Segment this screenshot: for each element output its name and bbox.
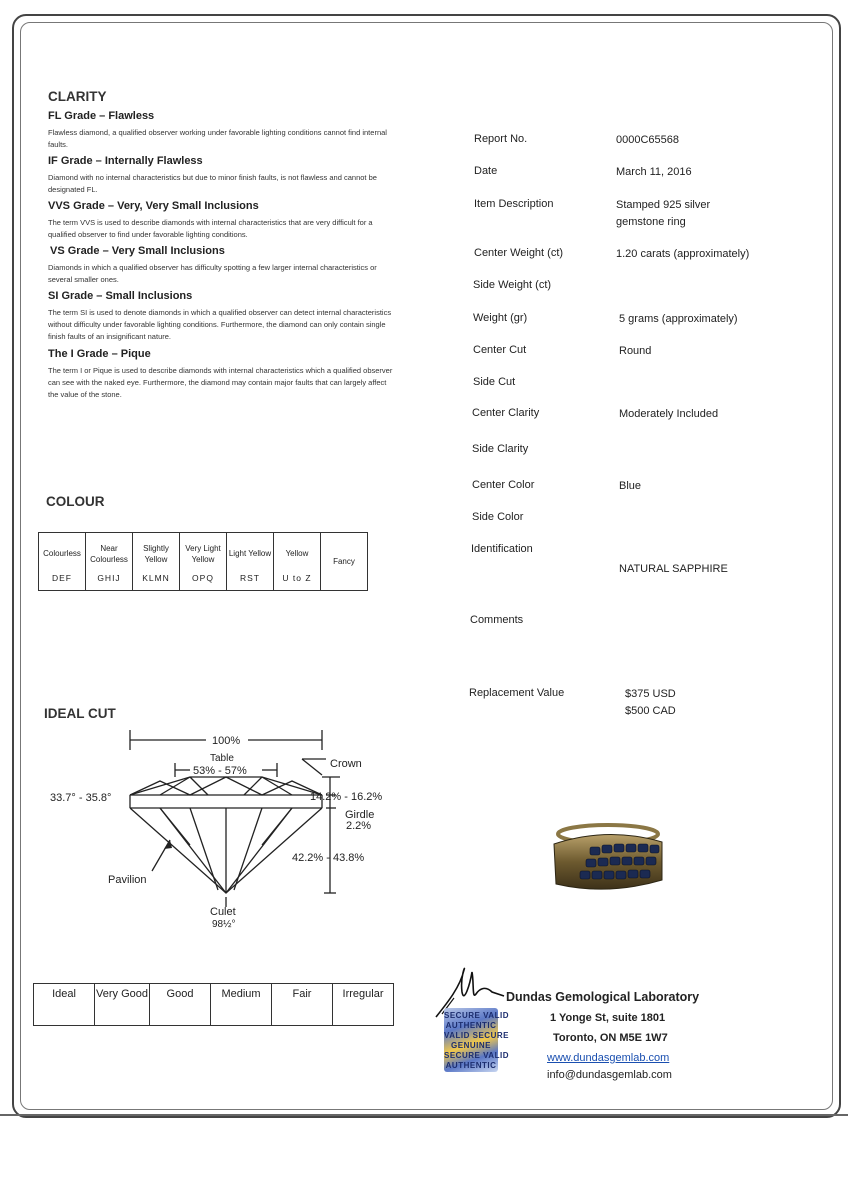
colour-cell-label: Light Yellow bbox=[228, 549, 272, 558]
colour-cell-label: Yellow bbox=[285, 549, 309, 558]
clarity-title: CLARITY bbox=[48, 89, 107, 104]
colour-cell-grades: DEF bbox=[52, 572, 72, 583]
hologram-text: AUTHENTIC bbox=[445, 1061, 497, 1070]
girdle-word: Girdle bbox=[345, 809, 375, 821]
report-label: Replacement Value bbox=[469, 687, 565, 699]
ring-photo bbox=[550, 822, 668, 898]
lab-website-link[interactable]: www.dundasgemlab.com bbox=[547, 1052, 670, 1064]
lab-email[interactable]: info@dundasgemlab.com bbox=[547, 1069, 672, 1081]
report-label: Item Description bbox=[474, 198, 554, 210]
hologram-text: GENUINE bbox=[451, 1041, 491, 1050]
diamond-outline bbox=[130, 730, 340, 907]
ideal-cut-title: IDEAL CUT bbox=[44, 706, 116, 721]
cut-grade-table bbox=[33, 983, 394, 1026]
report-value: March 11, 2016 bbox=[616, 166, 692, 178]
report-label: Identification bbox=[471, 543, 533, 555]
report-label: Side Cut bbox=[473, 376, 516, 388]
colour-cell-grades: KLMN bbox=[142, 572, 170, 583]
report-label: Weight (gr) bbox=[473, 312, 528, 324]
clarity-grade-title: VS Grade – Very Small Inclusions bbox=[50, 245, 225, 257]
report-label: Side Weight (ct) bbox=[473, 279, 552, 291]
report-value: Moderately Included bbox=[619, 408, 719, 420]
colour-cell-label: Colourless bbox=[43, 549, 81, 558]
colour-cell bbox=[133, 533, 180, 591]
report-label: Center Clarity bbox=[472, 407, 540, 419]
crown-height: 14.2% - 16.2% bbox=[310, 791, 383, 803]
cut-grade-cell: Ideal bbox=[34, 984, 95, 1026]
clarity-grade-desc: The term VVS is used to describe diamonds with internal characteristics that are very difficult for a qualified observer to find under favorable lighting conditions. bbox=[48, 218, 373, 239]
report-label: Side Clarity bbox=[472, 443, 529, 455]
diamond-proportions-diagram bbox=[40, 725, 400, 940]
colour-cell-grades: GHIJ bbox=[97, 572, 121, 583]
width-label: 100% bbox=[212, 735, 241, 747]
table-word: Table bbox=[210, 753, 234, 764]
lab-address-line1: 1 Yonge St, suite 1801 bbox=[550, 1012, 666, 1024]
report-value-secondary: $500 CAD bbox=[625, 705, 676, 717]
cut-grade-cell: Irregular bbox=[333, 984, 394, 1026]
clarity-grade-desc: Diamonds in which a qualified observer has difficulty spotting a few larger internal characteristics or several smaller ones. bbox=[48, 263, 377, 284]
colour-cell-grades: RST bbox=[240, 572, 260, 583]
colour-scale-table bbox=[38, 532, 368, 591]
cut-grade-cell: Medium bbox=[211, 984, 272, 1026]
colour-cell-label: Very Light Yellow bbox=[185, 543, 221, 564]
table-range: 53% - 57% bbox=[193, 765, 247, 777]
colour-cell bbox=[321, 533, 368, 591]
cut-grade-cell: Good bbox=[150, 984, 211, 1026]
colour-cell bbox=[39, 533, 86, 591]
report-value: Stamped 925 silver gemstone ring bbox=[616, 199, 711, 228]
culet-word: Culet bbox=[210, 906, 236, 918]
pavilion-depth: 42.2% - 43.8% bbox=[292, 852, 365, 864]
colour-cell bbox=[86, 533, 133, 591]
colour-cell bbox=[180, 533, 227, 591]
clarity-grade-title: SI Grade – Small Inclusions bbox=[48, 290, 193, 302]
clarity-grade-title: IF Grade – Internally Flawless bbox=[48, 155, 203, 167]
lab-address-line2: Toronto, ON M5E 1W7 bbox=[553, 1032, 668, 1044]
report-value: 0000C65568 bbox=[616, 134, 680, 146]
report-label: Center Color bbox=[472, 479, 535, 491]
cut-grade-cell: Fair bbox=[272, 984, 333, 1026]
colour-cell bbox=[227, 533, 274, 591]
report-value: 1.20 carats (approximately) bbox=[616, 248, 750, 260]
hologram-text: VALID SECURE bbox=[444, 1031, 509, 1040]
colour-cell-label: Near Colourless bbox=[90, 543, 128, 564]
bottom-rule bbox=[0, 1114, 848, 1116]
clarity-grade-desc: The term SI is used to denote diamonds in which a qualified observer can detect internal characteristics without difficulty under favorable lighting conditions. Furthermore, the diamond can only contain single finish faults of an insignificant nature. bbox=[48, 308, 392, 341]
report-value: 5 grams (approximately) bbox=[619, 313, 738, 325]
hologram-text: AUTHENTIC bbox=[445, 1021, 497, 1030]
crown-angle: 33.7° - 35.8° bbox=[50, 792, 112, 804]
report-label: Comments bbox=[470, 614, 524, 626]
clarity-grade-title: FL Grade – Flawless bbox=[48, 110, 155, 122]
clarity-grade-desc: Flawless diamond, a qualified observer working under favorable lighting conditions cannot find internal faults. bbox=[48, 128, 387, 149]
report-label: Report No. bbox=[474, 133, 528, 145]
pavilion-label: Pavilion bbox=[108, 874, 147, 886]
clarity-grade-title: VVS Grade – Very, Very Small Inclusions bbox=[48, 200, 259, 212]
colour-cell-label: Slightly Yellow bbox=[143, 543, 169, 564]
clarity-grade-title: The I Grade – Pique bbox=[48, 348, 151, 360]
girdle-value: 2.2% bbox=[346, 820, 372, 832]
lab-name: Dundas Gemological Laboratory bbox=[506, 990, 700, 1004]
cut-grade-cell: Very Good bbox=[95, 984, 150, 1026]
hologram-sticker bbox=[444, 1008, 509, 1072]
colour-cell-label: Fancy bbox=[333, 557, 355, 566]
report-value: NATURAL SAPPHIRE bbox=[619, 563, 728, 575]
hologram-text: SECURE VALID bbox=[444, 1051, 509, 1060]
clarity-grade-desc: Diamond with no internal characteristics but due to minor finish faults, is not flawless and cannot be designated FL. bbox=[48, 173, 377, 194]
hologram-text: SECURE VALID bbox=[444, 1011, 509, 1020]
report-label: Center Weight (ct) bbox=[474, 247, 564, 259]
report-label: Side Color bbox=[472, 511, 524, 523]
report-label: Date bbox=[474, 165, 498, 177]
report-value: Round bbox=[619, 345, 652, 357]
colour-cell bbox=[274, 533, 321, 591]
crown-label: Crown bbox=[330, 758, 362, 770]
colour-title: COLOUR bbox=[46, 494, 105, 509]
colour-cell-grades: OPQ bbox=[192, 572, 214, 583]
culet-value: 98½° bbox=[212, 919, 236, 930]
clarity-grade-desc: The term I or Pique is used to describe diamonds with internal characteristics which a qualified observer can see with the naked eye. Furthermore, the diamond may contain major faults that can largely affect the value of the stone. bbox=[48, 366, 393, 399]
colour-cell-grades: U to Z bbox=[282, 572, 312, 583]
report-value: Blue bbox=[619, 480, 642, 492]
report-value: $375 USD bbox=[625, 688, 676, 700]
report-label: Center Cut bbox=[473, 344, 527, 356]
